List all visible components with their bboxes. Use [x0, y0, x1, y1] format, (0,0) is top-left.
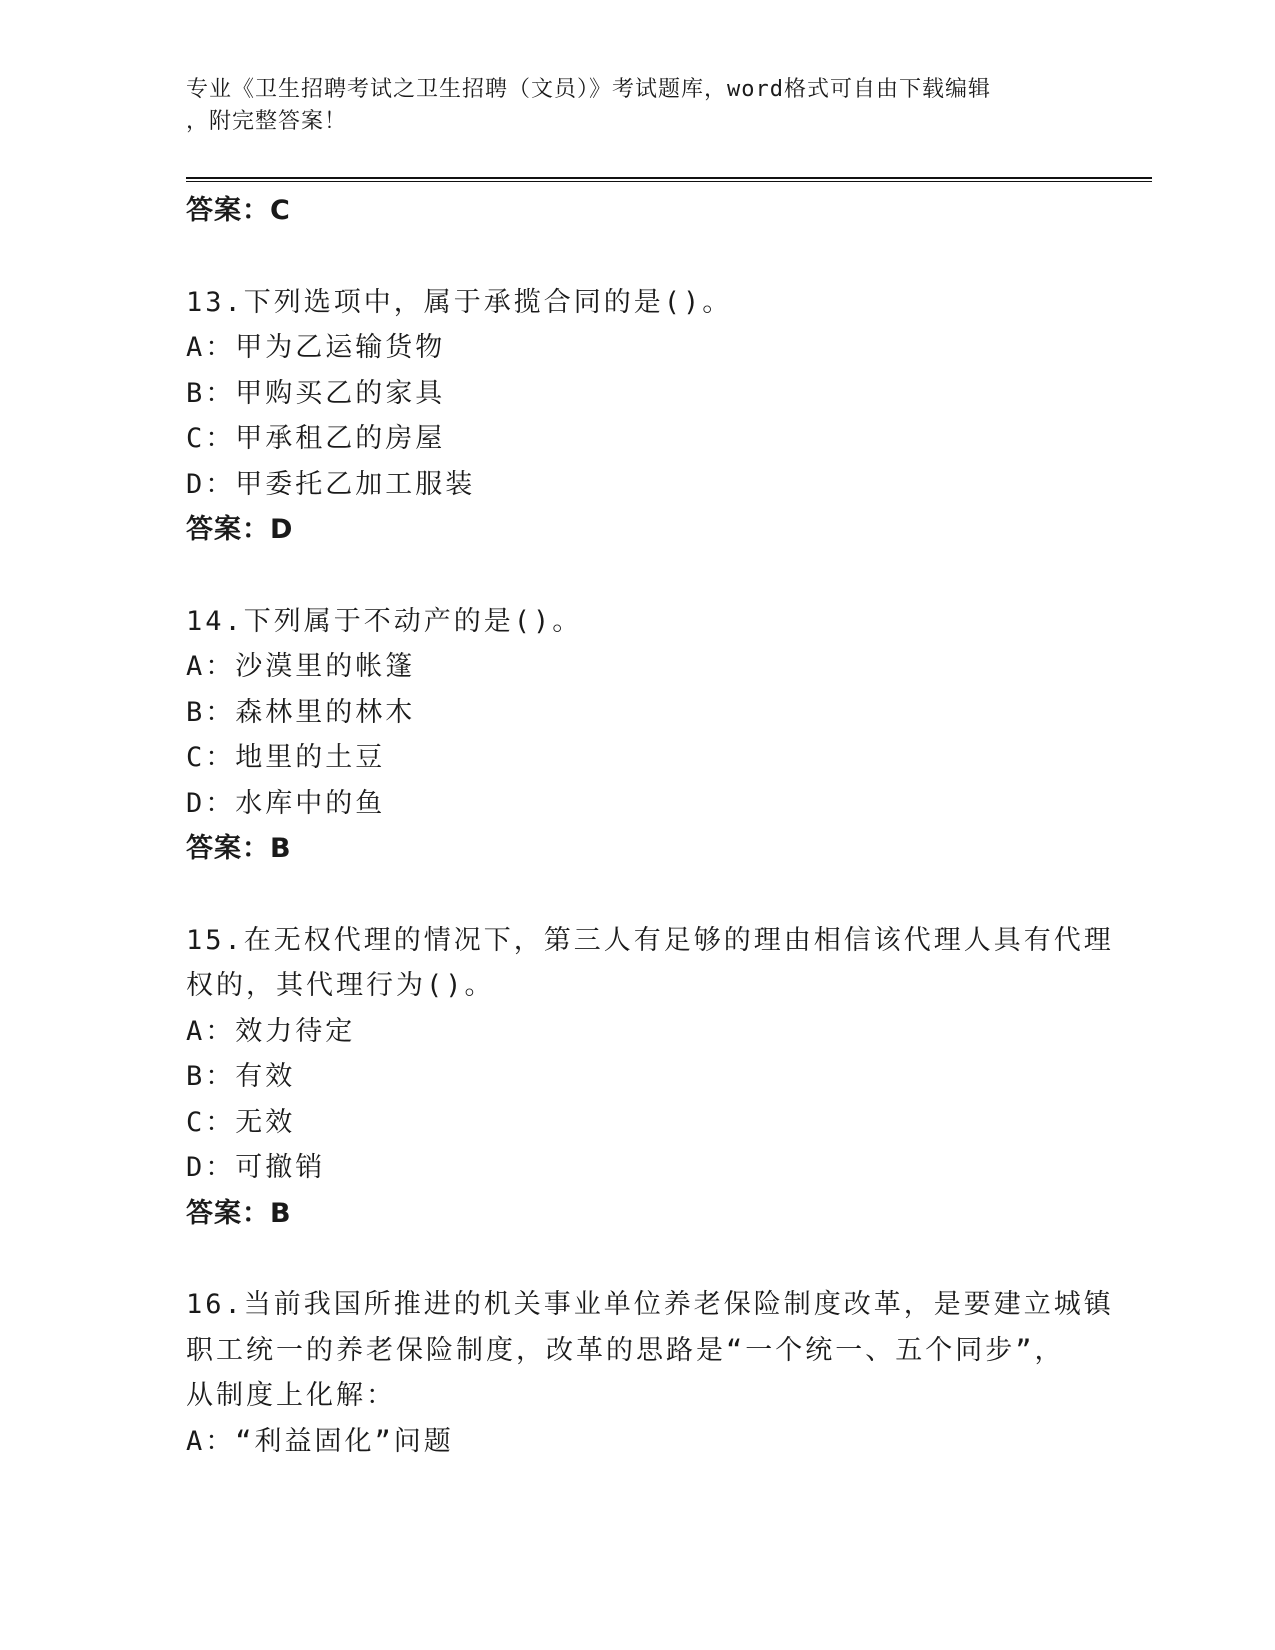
option-a: A：效力待定 [186, 1015, 356, 1047]
option-b: B：甲购买乙的家具 [186, 377, 446, 409]
header-line-2: ，附完整答案！ [186, 109, 348, 134]
answer: 答案：B [186, 1197, 292, 1229]
answer: 答案：B [186, 833, 292, 864]
option-a: A：“利益固化”问题 [186, 1425, 454, 1457]
question-14 [186, 599, 1106, 872]
question-stem-continued: 从制度上化解： [186, 1380, 396, 1411]
header-line-1: 专业《卫生招聘考试之卫生招聘（文员）》考试题库，word格式可自由下载编辑 [186, 77, 991, 102]
question-stem: 16.当前我国所推进的机关事业单位养老保险制度改革，是要建立城镇 [186, 1289, 1114, 1320]
header-divider [186, 177, 1152, 182]
spacer [186, 872, 1106, 918]
option-a: A：沙漠里的帐篷 [186, 651, 416, 682]
option-b: B：森林里的林木 [186, 696, 416, 728]
question-stem-continued: 职工统一的养老保险制度，改革的思路是“一个统一、五个同步”， [186, 1334, 1065, 1366]
option-a: A：甲为乙运输货物 [186, 332, 446, 363]
option-b: B：有效 [186, 1061, 296, 1092]
question-15 [186, 918, 1114, 1237]
answer-12: 答案：C [186, 195, 291, 226]
question-16 [186, 1282, 1114, 1464]
question-stem: 14.下列属于不动产的是()。 [186, 605, 583, 637]
option-d: D：可撤销 [186, 1152, 326, 1183]
question-stem: 15.在无权代理的情况下，第三人有足够的理由相信该代理人具有代理 [186, 924, 1114, 956]
option-d: D：水库中的鱼 [186, 787, 386, 819]
option-c: C：甲承租乙的房屋 [186, 423, 446, 454]
question-13 [186, 280, 1106, 553]
spacer [186, 553, 1106, 599]
spacer [186, 1236, 1106, 1282]
spacer [186, 234, 1106, 280]
answer: 答案：D [186, 514, 294, 545]
question-stem: 13.下列选项中，属于承揽合同的是()。 [186, 286, 733, 318]
question-list [186, 188, 1114, 1464]
option-c: C：无效 [186, 1106, 296, 1138]
question-stem-continued: 权的，其代理行为()。 [186, 970, 495, 1001]
option-c: C：地里的土豆 [186, 742, 386, 773]
document-header [186, 74, 1086, 138]
option-d: D：甲委托乙加工服装 [186, 468, 476, 500]
